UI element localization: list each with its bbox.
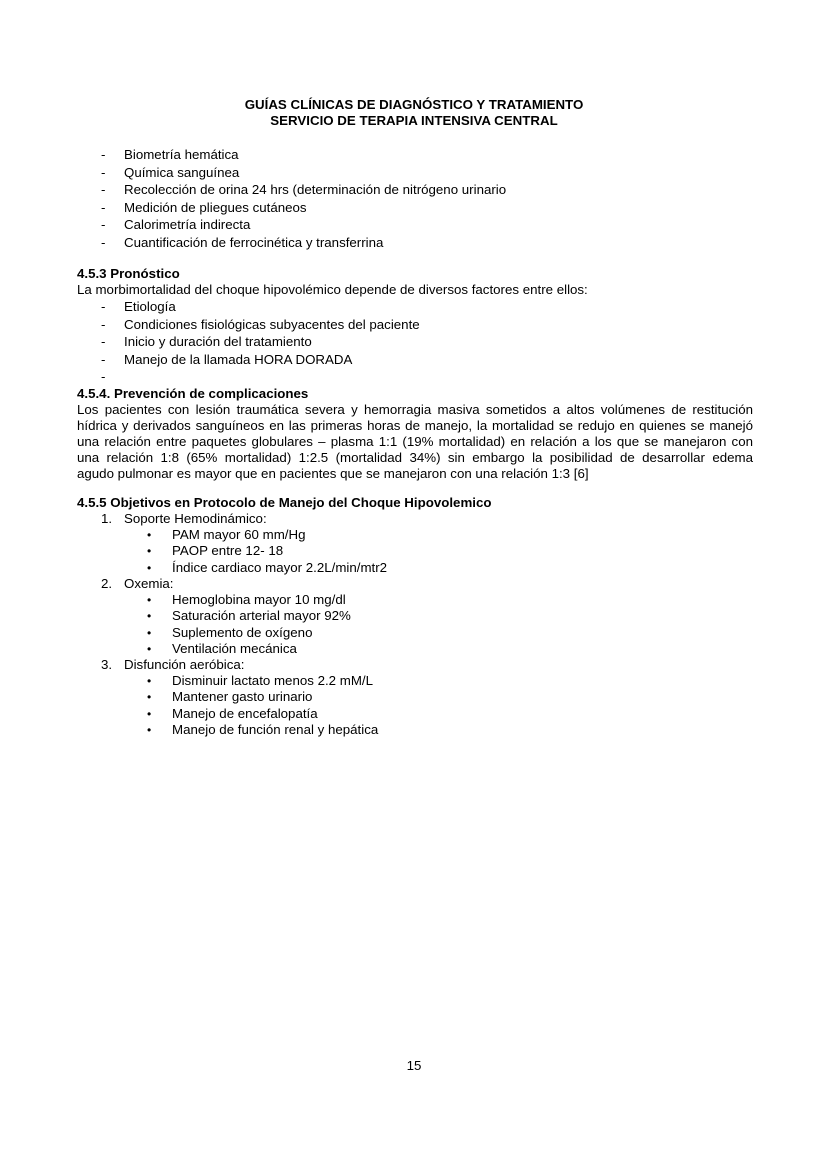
disfuncion-list bbox=[0, 673, 828, 738]
oxemia-list bbox=[0, 592, 828, 657]
list-item: • Índice cardiaco mayor 2.2L/min/mtr2 bbox=[147, 559, 388, 575]
item-title: Disfunción aeróbica: bbox=[124, 657, 245, 672]
list-item: • Disminuir lactato menos 2.2 mM/L bbox=[147, 673, 373, 688]
item-number: 3. bbox=[101, 657, 113, 672]
dash-bullet: - bbox=[101, 334, 106, 350]
bullet-dot: • bbox=[147, 706, 152, 721]
bullet-dot: • bbox=[147, 722, 152, 737]
list-item: - Calorimetría indirecta bbox=[101, 217, 251, 233]
list-item: - Etiología bbox=[101, 299, 176, 314]
list-item: - Química sanguínea bbox=[101, 164, 240, 180]
list-item: • Hemoglobina mayor 10 mg/dl bbox=[147, 592, 346, 607]
list-item: - Biometría hemática bbox=[101, 147, 239, 162]
paragraph-line: una relación 1:8 (65% mortalidad) 1:2.5 (mortalidad 34%) sin embargo la posibilidad de desarrollar edema bbox=[77, 450, 753, 465]
section-heading-objetivos: 4.5.5 Objetivos en Protocolo de Manejo del Choque Hipovolemico bbox=[77, 495, 492, 510]
document-header bbox=[0, 97, 828, 129]
dash-bullet: - bbox=[101, 147, 106, 162]
header-line-2: SERVICIO DE TERAPIA INTENSIVA CENTRAL bbox=[270, 113, 558, 128]
list-item: • Saturación arterial mayor 92% bbox=[147, 608, 351, 624]
list-item: • Suplemento de oxígeno bbox=[147, 624, 313, 640]
list-item: • PAOP entre 12- 18 bbox=[147, 543, 284, 559]
dash-bullet: - bbox=[101, 217, 106, 233]
item-number: 1. bbox=[101, 511, 113, 526]
paragraph-line: Los pacientes con lesión traumática severa y hemorragia masiva sometidos a altos volúmenes de restitución bbox=[77, 402, 753, 417]
bullet-dot: • bbox=[147, 593, 152, 607]
dash-bullet: - bbox=[101, 199, 106, 215]
paragraph-line: hídrica y derivados sanguíneos en las primeras horas de manejo, la mortalidad se redujo en quienes se manejó bbox=[77, 418, 753, 433]
dash-bullet: - bbox=[101, 299, 106, 314]
item-title: Oxemia: bbox=[124, 576, 174, 591]
dash-bullet: - bbox=[101, 351, 106, 367]
dash-bullet: - bbox=[101, 182, 106, 198]
list-item: - Condiciones fisiológicas subyacentes del paciente bbox=[101, 316, 420, 332]
list-item: • Ventilación mecánica bbox=[147, 640, 297, 656]
section-heading-pronostico: 4.5.3 Pronóstico bbox=[77, 266, 180, 281]
bullet-dot: • bbox=[147, 674, 152, 688]
page-number: 15 bbox=[406, 1058, 422, 1073]
bullet-dot: • bbox=[147, 641, 152, 656]
bullet-dot: • bbox=[147, 528, 152, 542]
section-paragraph bbox=[77, 402, 753, 482]
bullet-dot: • bbox=[147, 560, 152, 575]
item-title: Soporte Hemodinámico: bbox=[124, 511, 267, 526]
paragraph-line: una relación entre paquetes globulares – plasma 1:1 (19% mortalidad) en relación a los que se manejaron con bbox=[77, 434, 753, 449]
list-item: • Manejo de encefalopatía bbox=[147, 705, 318, 721]
bullet-dot: • bbox=[147, 609, 152, 624]
list-item: - Inicio y duración del tratamiento bbox=[101, 334, 312, 350]
bullet-dot: • bbox=[147, 544, 152, 559]
dash-bullet: - bbox=[101, 234, 106, 250]
list-item bbox=[0, 368, 828, 386]
dash-bullet: - bbox=[101, 369, 106, 385]
list-item: • Manejo de función renal y hepática bbox=[147, 721, 379, 737]
dash-bullet: - bbox=[101, 164, 106, 180]
paragraph-line: agudo pulmonar es mayor que en pacientes que se manejaron con una relación 1:3 [6] bbox=[77, 466, 589, 481]
section-intro: La morbimortalidad del choque hipovolémico depende de diversos factores entre ellos: bbox=[77, 282, 588, 297]
list-item: - Cuantificación de ferrocinética y transferrina bbox=[101, 234, 384, 250]
bullet-dot: • bbox=[147, 690, 152, 705]
factors-list bbox=[0, 298, 828, 386]
exams-list bbox=[0, 146, 828, 252]
section-heading-prevencion: 4.5.4. Prevención de complicaciones bbox=[77, 386, 309, 401]
header-line-1: GUÍAS CLÍNICAS DE DIAGNÓSTICO Y TRATAMIENTO bbox=[244, 97, 584, 112]
list-item: - Medición de pliegues cutáneos bbox=[101, 199, 307, 215]
bullet-dot: • bbox=[147, 625, 152, 640]
item-number: 2. bbox=[101, 576, 113, 591]
list-item: • PAM mayor 60 mm/Hg bbox=[147, 527, 306, 542]
dash-bullet: - bbox=[101, 316, 106, 332]
list-item: - Recolección de orina 24 hrs (determinación de nitrógeno urinario bbox=[101, 182, 507, 198]
soporte-list bbox=[0, 527, 828, 576]
list-item: - Manejo de la llamada HORA DORADA bbox=[101, 351, 353, 367]
list-item: • Mantener gasto urinario bbox=[147, 689, 313, 705]
